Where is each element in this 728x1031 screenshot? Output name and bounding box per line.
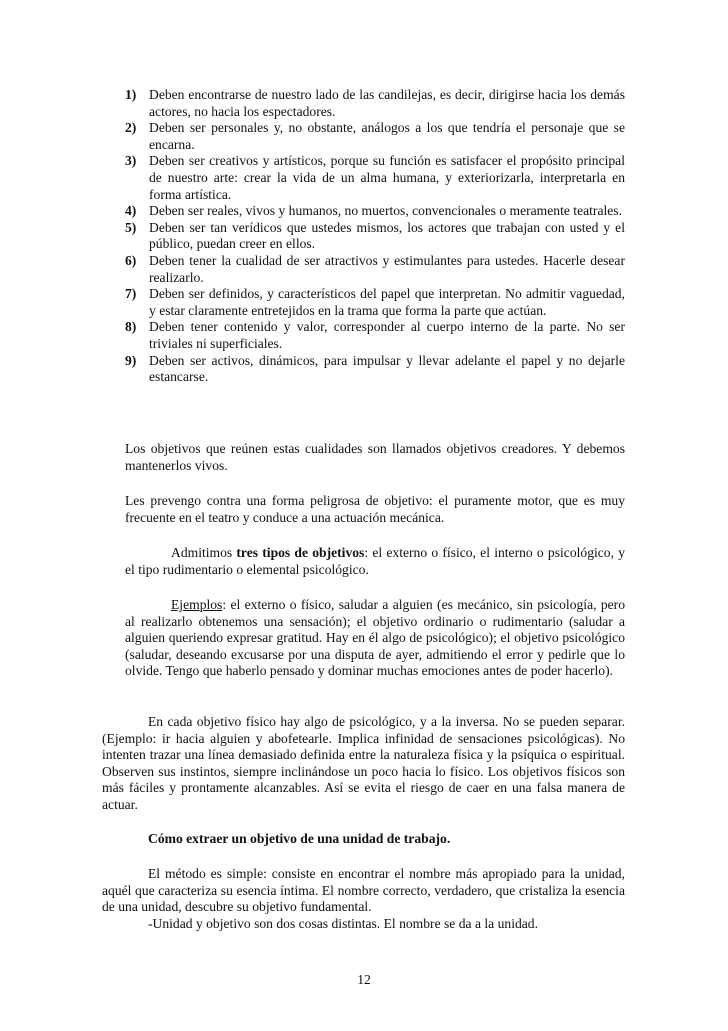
list-text: Deben ser creativos y artísticos, porque su función es satisfacer el propósito principal de nuestro arte: crear la vida de un alma humana, y exteriorizarla, interpretarla en forma artística.	[149, 153, 625, 202]
paragraph-types-rest: : el externo o físico, el interno o psicológico, y el tipo rudimentario o elemental psicológico.	[125, 545, 626, 577]
list-number: 6)	[125, 252, 137, 268]
list-text: Deben ser personales y, no obstante, análogos a los que tendría el personaje que se encarna.	[149, 120, 625, 152]
list-item	[125, 87, 625, 120]
list-text: Deben ser tan verídicos que ustedes mismos, los actores que trabajan con usted y el público, puedan creer en ellos.	[149, 219, 625, 252]
list-number: 4)	[125, 203, 137, 219]
paragraph-physical-psychological: En cada objetivo físico hay algo de psicológico, y a la inversa. No se pueden separar. (Ejemplo: ir hacia alguien y abofetearle. Implica infinidad de sensaciones psicológicas). No intenten trazar una línea demasiado definida entre la naturaleza física y la psíquica o espiritual. Observen sus instintos, siempre inclinándose un poco hacia lo físico. Los objetivos físicos son más fáciles y prontamente alcanzables. Así se evita el riesgo de caer en una falsa manera de actuar.	[102, 714, 625, 812]
paragraph-method: El método es simple: consiste en encontrar el nombre más apropiado para la unidad, aquél que caracteriza su esencia íntima. El nombre correcto, verdadero, que cristaliza la esencia de una unidad, descubre su objetivo fundamental.	[102, 866, 625, 915]
paragraph-unit-objective: -Unidad y objetivo son dos cosas distintas. El nombre se da a la unidad.	[148, 916, 538, 931]
list-number: 5)	[125, 219, 137, 235]
paragraph-warning: Les prevengo contra una forma peligrosa de objetivo: el puramente motor, que es muy frecuente en el teatro y conduce a una actuación mecánica.	[125, 493, 625, 525]
paragraph-creative-objectives: Los objetivos que reúnen estas cualidades son llamados objetivos creadores. Y debemos mantenerlos vivos.	[125, 441, 625, 473]
list-text: Deben tener contenido y valor, corresponder al cuerpo interno de la parte. No ser triviales ni superficiales.	[149, 319, 625, 351]
list-number: 3)	[125, 153, 137, 169]
heading-text: Cómo extraer un objetivo de una unidad de trabajo.	[148, 831, 451, 846]
section-heading	[102, 831, 625, 848]
list-number: 7)	[125, 286, 137, 302]
list-item	[125, 203, 625, 220]
list-text: Deben tener la cualidad de ser atractivos y estimulantes para ustedes. Hacerle desear realizarlo.	[149, 252, 625, 285]
list-item	[125, 319, 625, 352]
list-item	[125, 353, 625, 386]
paragraph-types-intro: Admitimos	[171, 545, 237, 560]
list-number: 8)	[125, 319, 137, 335]
list-text: Deben ser activos, dinámicos, para impulsar y llevar adelante el papel y no dejarle estancarse.	[149, 352, 625, 385]
paragraph-examples	[125, 597, 625, 680]
list-item	[125, 153, 625, 203]
objectives-list	[125, 87, 625, 386]
examples-label: Ejemplos	[171, 597, 223, 612]
list-item	[125, 286, 625, 319]
page-number: 12	[357, 972, 371, 987]
list-item	[125, 120, 625, 153]
list-text: Deben encontrarse de nuestro lado de las candilejas, es decir, dirigirse hacia los demás actores, no hacia los espectadores.	[149, 87, 625, 119]
list-number: 1)	[125, 87, 137, 102]
bold-phrase: tres tipos de objetivos	[236, 545, 365, 560]
list-text: Deben ser definidos, y característicos del papel que interpretan. No admitir vaguedad, y estar claramente entretejidos en la trama que forma la parte que actúan.	[149, 286, 625, 318]
list-item	[125, 220, 625, 253]
examples-text: : el externo o físico, saludar a alguien (es mecánico, sin psicología, pero al realizarlo obtenemos una sensación); el objetivo ordinario o rudimentario (saludar a alguien queriendo expresar gratitud. Hay en él algo de psicológico); el objetivo psicológico (saludar, deseando excusarse por una disputa de ayer, admitiendo el error y pedirle que lo olvide. Tengo que haberlo pensado y dominar muchas emociones antes de poder hacerlo).	[125, 597, 625, 679]
list-item	[125, 253, 625, 286]
list-number: 9)	[125, 352, 137, 368]
list-text: Deben ser reales, vivos y humanos, no muertos, convencionales o meramente teatrales.	[149, 203, 622, 219]
paragraph-types	[125, 545, 625, 578]
list-number: 2)	[125, 120, 137, 136]
